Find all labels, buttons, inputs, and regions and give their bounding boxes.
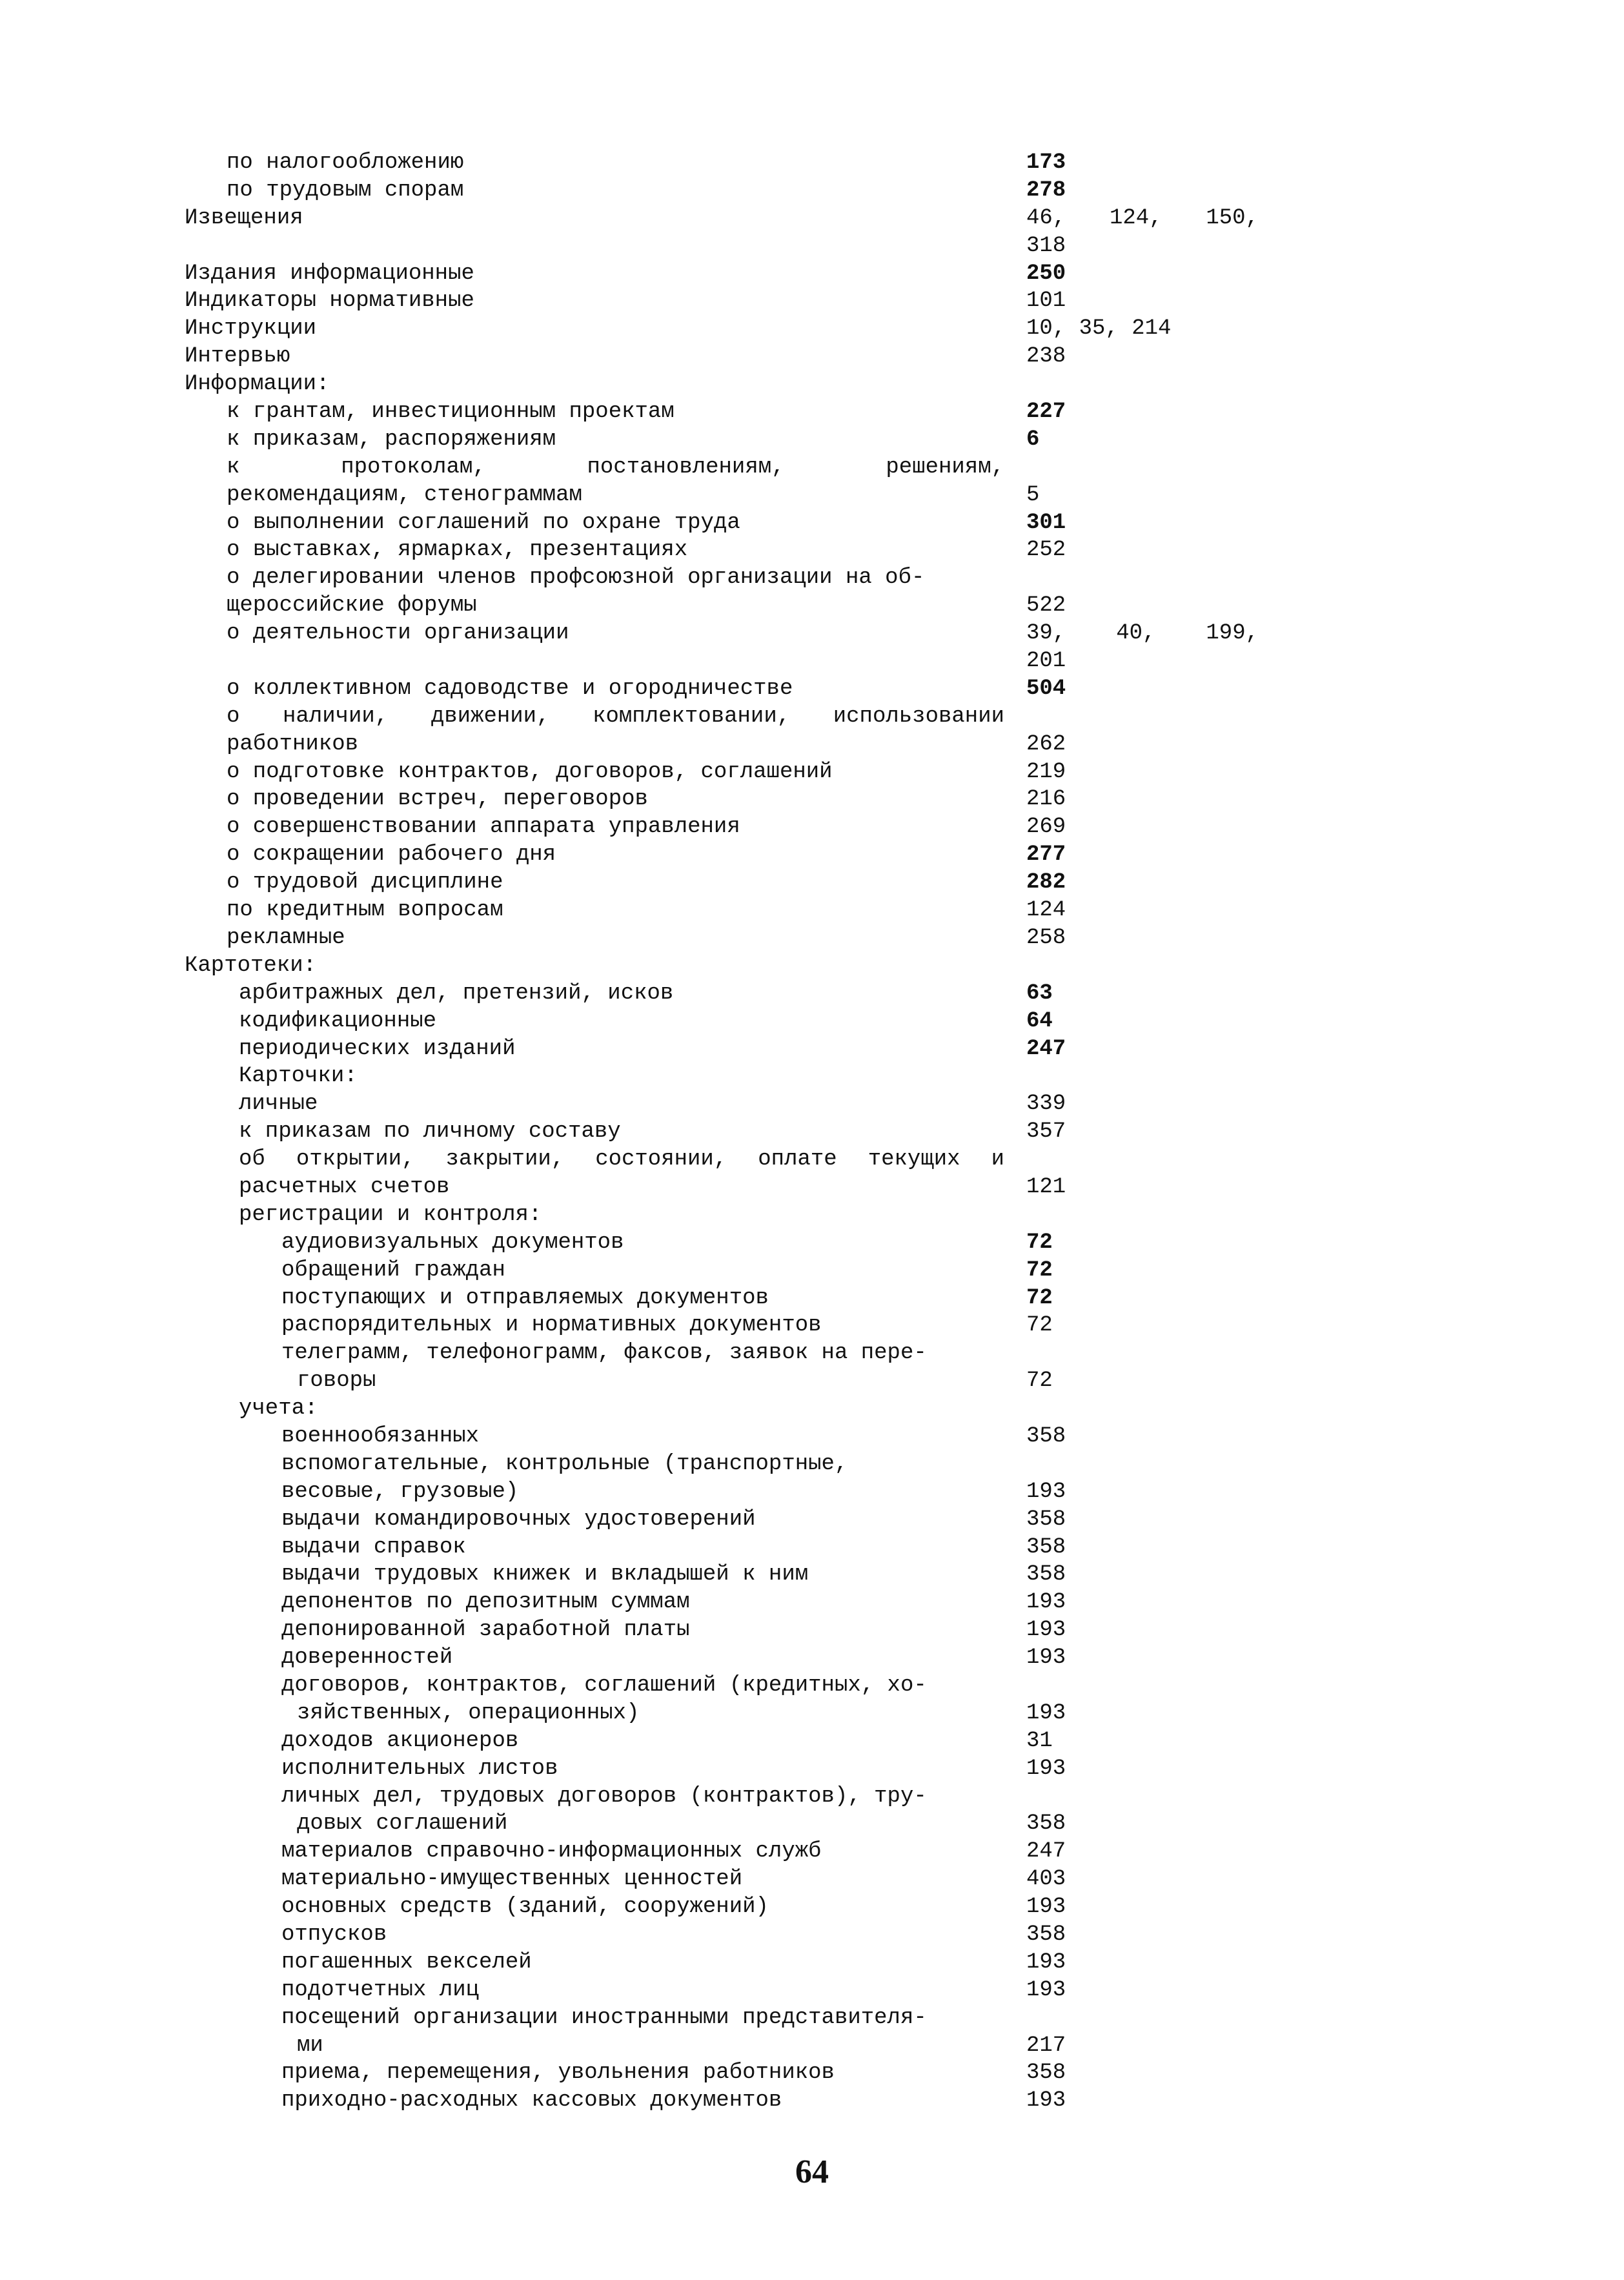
- index-page-ref: 10, 35, 214: [1026, 316, 1172, 341]
- index-term: о коллективном садоводстве и огородничестве: [227, 676, 793, 701]
- index-term: по трудовым спорам: [227, 178, 464, 203]
- index-page-ref: 357: [1026, 1119, 1066, 1145]
- index-page-ref: 201: [1026, 649, 1066, 674]
- index-entry: [0, 1367, 1624, 1395]
- index-term: материально-имущественных ценностей: [281, 1867, 743, 1892]
- index-entry: [0, 509, 1624, 537]
- index-term: приема, перемещения, увольнения работников: [281, 2061, 835, 2086]
- index-entry: [0, 1257, 1624, 1285]
- index-page-ref: 318: [1026, 233, 1066, 258]
- index-entry: [0, 1893, 1624, 1921]
- index-entry: [0, 287, 1624, 315]
- index-term: погашенных векселей: [281, 1949, 532, 1975]
- index-page-ref: 358: [1026, 1507, 1066, 1532]
- index-term: об открытии, закрытии, состоянии, оплате текущих и: [239, 1147, 1004, 1172]
- index-term: выдачи справок: [281, 1534, 466, 1560]
- index-page-ref: 31: [1026, 1728, 1053, 1753]
- index-term: арбитражных дел, претензий, исков: [239, 981, 674, 1006]
- index-entry: [0, 1035, 1624, 1063]
- index-page-ref: 6: [1026, 427, 1040, 452]
- index-term: к протоколам, постановлениям, решениям,: [227, 454, 1004, 480]
- index-entry: [0, 398, 1624, 426]
- index-entry: [0, 1561, 1624, 1589]
- index-term: по налогообложению: [227, 150, 464, 175]
- index-page-ref: 193: [1026, 1756, 1066, 1781]
- index-entry: [0, 675, 1624, 703]
- index-term: приходно-расходных кассовых документов: [281, 2088, 782, 2113]
- index-page-ref: 193: [1026, 1949, 1066, 1975]
- index-term: щероссийские форумы: [227, 593, 477, 618]
- index-page-ref: 217: [1026, 2033, 1066, 2058]
- index-entry: [0, 315, 1624, 343]
- index-term: о подготовке контрактов, договоров, соглашений: [227, 759, 833, 784]
- index-term: о выполнении соглашений по охране труда: [227, 510, 740, 535]
- index-page-ref: 358: [1026, 1562, 1066, 1587]
- index-term: работников: [227, 731, 359, 757]
- index-entry: [0, 1672, 1624, 1700]
- index-page-ref: 219: [1026, 759, 1066, 784]
- index-page-ref: 63: [1026, 981, 1053, 1006]
- index-entry: [0, 731, 1624, 758]
- index-entry: [0, 1700, 1624, 1727]
- index-entry: [0, 1423, 1624, 1450]
- index-page-ref: 193: [1026, 2088, 1066, 2113]
- index-entry: [0, 1727, 1624, 1755]
- index-term: Инструкции: [185, 316, 317, 341]
- index-entry: [0, 1506, 1624, 1534]
- index-term: весовые, грузовые): [281, 1479, 519, 1504]
- index-page-ref: 262: [1026, 731, 1066, 757]
- index-page-ref: 193: [1026, 1618, 1066, 1643]
- index-term: материалов справочно-информационных служб: [281, 1839, 822, 1864]
- index-entry: [0, 1090, 1624, 1118]
- index-term: распорядительных и нормативных документов: [281, 1313, 822, 1338]
- index-page-ref: 277: [1026, 842, 1066, 868]
- index-entry: [0, 1063, 1624, 1090]
- index-page-ref: 193: [1026, 1700, 1066, 1725]
- index-entry: [0, 647, 1624, 675]
- index-term: личные: [239, 1092, 318, 1117]
- index-entry: [0, 1339, 1624, 1367]
- index-term: личных дел, трудовых договоров (контрактов), тру-: [281, 1784, 927, 1809]
- index-page-ref: 269: [1026, 815, 1066, 840]
- index-entry: [0, 924, 1624, 952]
- index-entry: [0, 1921, 1624, 1949]
- index-entry: [0, 536, 1624, 564]
- index-term: о делегировании членов профсоюзной организации на об-: [227, 565, 925, 591]
- index-term: расчетных счетов: [239, 1174, 450, 1199]
- index-term: исполнительных листов: [281, 1756, 558, 1781]
- index-term: выдачи командировочных удостоверений: [281, 1507, 756, 1532]
- index-entry: [0, 454, 1624, 482]
- index-page-ref: 193: [1026, 1895, 1066, 1920]
- index-term: о выставках, ярмарках, презентациях: [227, 538, 688, 563]
- index-term: Издания информационные: [185, 261, 474, 286]
- index-term: к приказам по личному составу: [239, 1119, 621, 1145]
- index-entry: [0, 620, 1624, 647]
- index-term: поступающих и отправляемых документов: [281, 1285, 769, 1310]
- index-entry: [0, 592, 1624, 620]
- index-entry: [0, 1118, 1624, 1146]
- subject-index-list: [0, 149, 1624, 2115]
- index-entry: [0, 1783, 1624, 1811]
- index-entry: [0, 1285, 1624, 1312]
- index-page-ref: 39, 40, 199,: [1026, 621, 1259, 646]
- index-term: Извещения: [185, 205, 303, 230]
- index-term: телеграмм, телефонограмм, факсов, заявок на пере-: [281, 1341, 927, 1366]
- index-term: Индикаторы нормативные: [185, 289, 474, 314]
- index-entry: [0, 897, 1624, 924]
- index-entry: [0, 841, 1624, 869]
- index-page-ref: 238: [1026, 344, 1066, 369]
- index-entry: [0, 426, 1624, 454]
- index-entry: [0, 1146, 1624, 1174]
- page-number: 64: [795, 2153, 829, 2190]
- index-entry: [0, 1755, 1624, 1783]
- index-term: о сокращении рабочего дня: [227, 842, 556, 868]
- index-entry: [0, 1810, 1624, 1838]
- index-page-ref: 193: [1026, 1590, 1066, 1615]
- index-page-ref: 72: [1026, 1230, 1053, 1255]
- index-page-ref: 72: [1026, 1285, 1053, 1310]
- index-page-ref: 522: [1026, 593, 1066, 618]
- index-page-ref: 358: [1026, 2061, 1066, 2086]
- index-term: говоры: [297, 1369, 376, 1394]
- index-entry: [0, 205, 1624, 232]
- index-term: о деятельности организации: [227, 621, 569, 646]
- index-page-ref: 278: [1026, 178, 1066, 203]
- index-entry: [0, 371, 1624, 398]
- index-term: учета:: [239, 1396, 318, 1421]
- index-term: кодификационные: [239, 1008, 437, 1033]
- index-page-ref: 227: [1026, 400, 1066, 425]
- index-page-ref: 72: [1026, 1313, 1053, 1338]
- index-entry: [0, 1977, 1624, 2004]
- index-page-ref: 358: [1026, 1423, 1066, 1449]
- index-page-ref: 358: [1026, 1922, 1066, 1947]
- index-term: о трудовой дисциплине: [227, 870, 503, 895]
- index-entry: [0, 1395, 1624, 1423]
- index-term: рекламные: [227, 925, 345, 950]
- index-term: депонированной заработной платы: [281, 1618, 690, 1643]
- index-page-ref: 403: [1026, 1867, 1066, 1892]
- index-entry: [0, 260, 1624, 288]
- index-page-ref: 301: [1026, 510, 1066, 535]
- index-term: договоров, контрактов, соглашений (кредитных, хо-: [281, 1673, 927, 1698]
- index-term: аудиовизуальных документов: [281, 1230, 624, 1255]
- index-entry: [0, 343, 1624, 371]
- index-page-ref: 193: [1026, 1479, 1066, 1504]
- index-entry: [0, 1838, 1624, 1866]
- index-page-ref: 258: [1026, 925, 1066, 950]
- index-term: зяйственных, операционных): [297, 1700, 640, 1725]
- index-term: отпусков: [281, 1922, 387, 1947]
- index-page-ref: 46, 124, 150,: [1026, 205, 1259, 230]
- index-term: периодических изданий: [239, 1036, 516, 1061]
- index-term: о проведении встреч, переговоров: [227, 787, 648, 812]
- index-entry: [0, 177, 1624, 205]
- index-entry: [0, 482, 1624, 509]
- index-entry: [0, 1008, 1624, 1035]
- index-page-ref: 193: [1026, 1977, 1066, 2002]
- index-entry: [0, 1478, 1624, 1506]
- index-entry: [0, 564, 1624, 592]
- index-term: Картотеки:: [185, 953, 317, 978]
- index-entry: [0, 1201, 1624, 1229]
- index-term: рекомендациям, стенограммам: [227, 482, 582, 507]
- index-term: военнообязанных: [281, 1423, 480, 1449]
- index-term: депонентов по депозитным суммам: [281, 1590, 690, 1615]
- index-term: доходов акционеров: [281, 1728, 519, 1753]
- index-entry: [0, 1644, 1624, 1672]
- index-entry: [0, 232, 1624, 260]
- index-page-ref: 64: [1026, 1008, 1053, 1033]
- index-entry: [0, 2032, 1624, 2060]
- index-term: ми: [297, 2033, 323, 2058]
- index-entry: [0, 2059, 1624, 2087]
- index-page-ref: 339: [1026, 1092, 1066, 1117]
- index-term: обращений граждан: [281, 1257, 505, 1283]
- index-entry: [0, 1534, 1624, 1562]
- index-page-ref: 358: [1026, 1534, 1066, 1560]
- index-entry: [0, 1174, 1624, 1201]
- index-term: о наличии, движении, комплектовании, использовании: [227, 704, 1004, 729]
- index-term: основных средств (зданий, сооружений): [281, 1895, 769, 1920]
- index-entry: [0, 786, 1624, 813]
- index-term: выдачи трудовых книжек и вкладышей к ним: [281, 1562, 809, 1587]
- index-entry: [0, 1949, 1624, 1977]
- index-page-ref: 124: [1026, 898, 1066, 923]
- index-page-ref: 173: [1026, 150, 1066, 175]
- index-term: о совершенствовании аппарата управления: [227, 815, 740, 840]
- index-term: к грантам, инвестиционным проектам: [227, 400, 675, 425]
- index-term: посещений организации иностранными представителя-: [281, 2005, 927, 2030]
- index-page-ref: 101: [1026, 289, 1066, 314]
- index-entry: [0, 1229, 1624, 1257]
- index-term: вспомогательные, контрольные (транспортные,: [281, 1451, 848, 1476]
- index-entry: [0, 2087, 1624, 2115]
- index-page-ref: 247: [1026, 1839, 1066, 1864]
- index-term: Карточки:: [239, 1064, 358, 1089]
- index-entry: [0, 869, 1624, 897]
- index-entry: [0, 2004, 1624, 2032]
- index-term: регистрации и контроля:: [239, 1202, 542, 1227]
- index-entry: [0, 980, 1624, 1008]
- index-entry: [0, 1616, 1624, 1644]
- index-page-ref: 216: [1026, 787, 1066, 812]
- index-term: по кредитным вопросам: [227, 898, 503, 923]
- index-page-ref: 282: [1026, 870, 1066, 895]
- index-entry: [0, 1450, 1624, 1478]
- index-page-ref: 121: [1026, 1174, 1066, 1199]
- index-page-ref: 193: [1026, 1645, 1066, 1671]
- index-entry: [0, 1589, 1624, 1616]
- index-term: Интервью: [185, 344, 290, 369]
- index-page-ref: 504: [1026, 676, 1066, 701]
- index-entry: [0, 1312, 1624, 1339]
- index-entry: [0, 952, 1624, 980]
- index-page-ref: 250: [1026, 261, 1066, 286]
- index-term: довых соглашений: [297, 1811, 508, 1837]
- index-term: подотчетных лиц: [281, 1977, 480, 2002]
- index-term: к приказам, распоряжениям: [227, 427, 556, 452]
- index-term: доверенностей: [281, 1645, 453, 1671]
- index-page-ref: 247: [1026, 1036, 1066, 1061]
- index-page-ref: 5: [1026, 482, 1040, 507]
- index-entry: [0, 703, 1624, 731]
- index-term: Информации:: [185, 372, 330, 397]
- index-entry: [0, 758, 1624, 786]
- index-entry: [0, 149, 1624, 177]
- index-entry: [0, 1866, 1624, 1893]
- index-page-ref: 358: [1026, 1811, 1066, 1837]
- index-entry: [0, 813, 1624, 841]
- index-page-ref: 72: [1026, 1369, 1053, 1394]
- index-page-ref: 72: [1026, 1257, 1053, 1283]
- index-page-ref: 252: [1026, 538, 1066, 563]
